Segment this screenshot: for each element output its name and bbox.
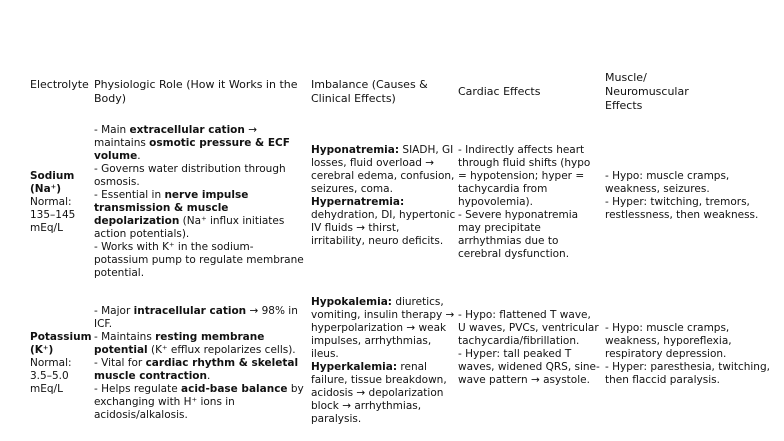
role-line: - Helps regulate acid-base balance by exchanging with H⁺ ions in acidosis/alkalosis. <box>94 383 304 421</box>
normal-label: Normal: <box>30 196 72 208</box>
table-row-potassium-electrolyte <box>30 331 92 396</box>
imbalance-line: Hypokalemia: diuretics, vomiting, insulin therapy → hyperpolarization → weak impulses, arrhythmias, ileus. <box>311 296 455 360</box>
imbalance-line: Hyponatremia: SIADH, GI losses, fluid overload → cerebral edema, confusion, seizures, coma. <box>311 144 455 195</box>
sodium-cardiac-effects <box>458 144 600 261</box>
header-physiologic-role: Physiologic Role (How it Works in the Body) <box>94 78 298 105</box>
sodium-physiologic-role <box>94 124 306 280</box>
normal-value: 135–145 mEq/L <box>30 209 76 234</box>
role-line: - Governs water distribution through osmosis. <box>94 163 286 188</box>
role-line: - Major intracellular cation → 98% in ICF. <box>94 305 298 330</box>
muscle-line: - Hypo: muscle cramps, weakness, seizures. <box>605 170 730 195</box>
imbalance-line: Hypernatremia: dehydration, DI, hypertonic IV fluids → thirst, irritability, neuro deficits. <box>311 196 456 247</box>
cardiac-line: - Hypo: flattened T wave, U waves, PVCs, ventricular tachycardia/fibrillation. <box>458 309 599 347</box>
imbalance-line: Hyperkalemia: renal failure, tissue breakdown, acidosis → depolarization block → arrhythmias, paralysis. <box>311 361 447 425</box>
cardiac-line: - Hyper: tall peaked T waves, widened QRS, sine-wave pattern → asystole. <box>458 348 600 386</box>
muscle-line: - Hyper: paresthesia, twitching, then flaccid paralysis. <box>605 361 770 386</box>
sodium-imbalance <box>311 144 456 248</box>
role-line: - Main extracellular cation → maintains osmotic pressure & ECF volume. <box>94 124 290 162</box>
header-cardiac-effects: Cardiac Effects <box>458 85 541 98</box>
potassium-imbalance <box>311 296 456 426</box>
muscle-line: - Hypo: muscle cramps, weakness, hyporeflexia, respiratory depression. <box>605 322 732 360</box>
table-row-sodium-electrolyte <box>30 170 92 235</box>
role-line: - Works with K⁺ in the sodium-potassium pump to regulate membrane potential. <box>94 241 304 279</box>
potassium-muscle-effects <box>605 322 770 387</box>
normal-value: 3.5–5.0 mEq/L <box>30 370 69 395</box>
role-line: - Maintains resting membrane potential (K⁺ efflux repolarizes cells). <box>94 331 296 356</box>
sodium-muscle-effects <box>605 170 770 222</box>
role-line: - Essential in nerve impulse transmission & muscle depolarization (Na⁺ influx initiates action potentials). <box>94 189 285 240</box>
role-line: - Vital for cardiac rhythm & skeletal muscle contraction. <box>94 357 299 382</box>
electrolyte-name: Sodium (Na⁺) <box>30 170 75 195</box>
potassium-physiologic-role <box>94 305 306 422</box>
header-muscle-effects: Muscle/ Neuromuscular Effects <box>605 71 689 112</box>
cardiac-line: - Severe hyponatremia may precipitate arrhythmias due to cerebral dysfunction. <box>458 209 579 260</box>
header-electrolyte: Electrolyte <box>30 78 89 91</box>
header-imbalance: Imbalance (Causes & Clinical Effects) <box>311 78 428 105</box>
potassium-cardiac-effects <box>458 309 600 387</box>
cardiac-line: - Indirectly affects heart through fluid shifts (hypo = hypotension; hyper = tachycardia from hypovolemia). <box>458 144 591 208</box>
electrolyte-name: Potassium (K⁺) <box>30 331 92 356</box>
muscle-line: - Hyper: twitching, tremors, restlessness, then weakness. <box>605 196 759 221</box>
normal-label: Normal: <box>30 357 72 369</box>
